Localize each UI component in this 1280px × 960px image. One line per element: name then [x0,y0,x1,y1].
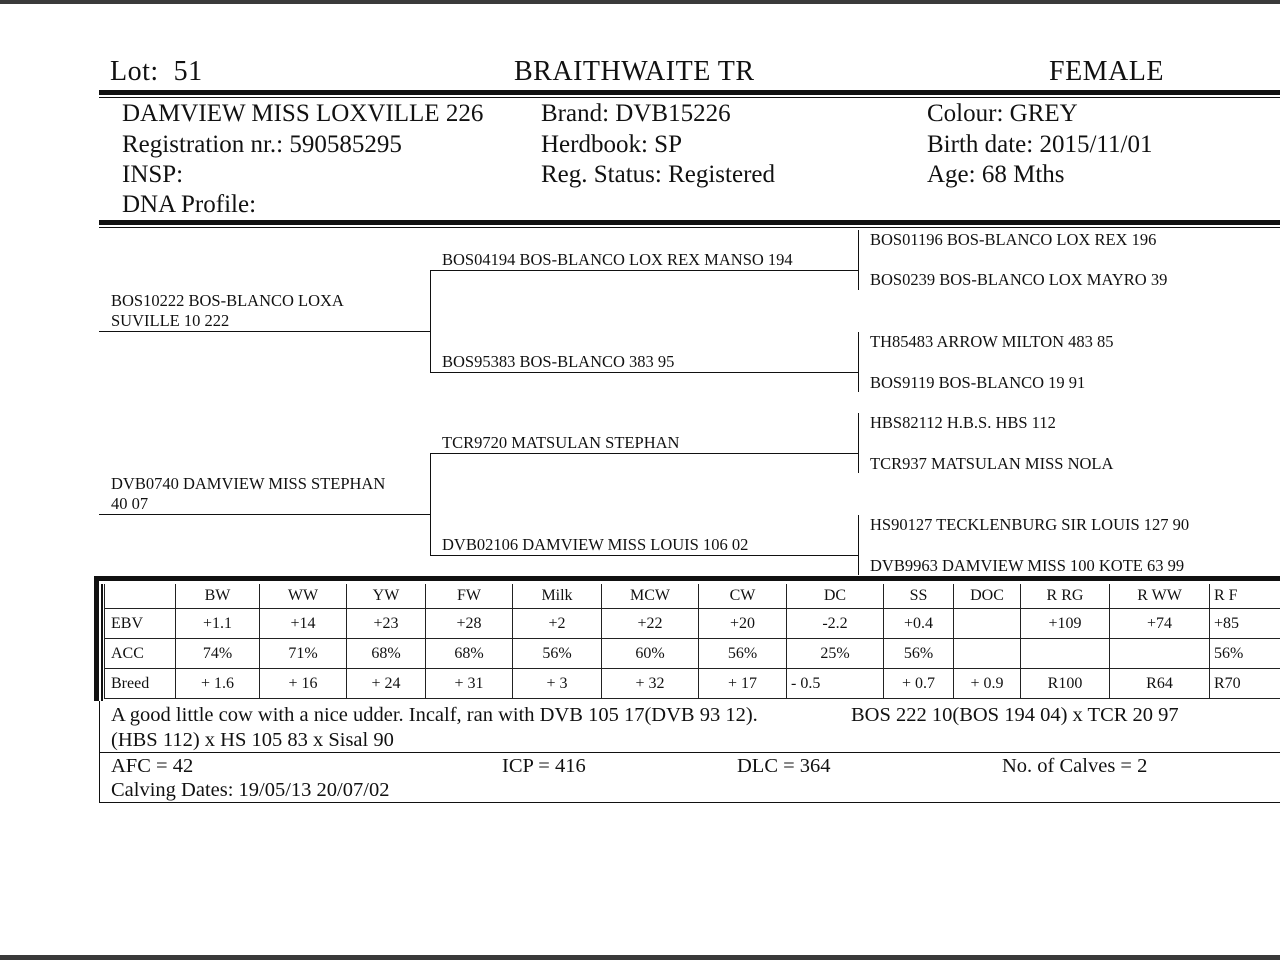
herdbook: Herdbook: SP [541,131,682,158]
great-grandparent: TCR937 MATSULAN MISS NOLA [870,454,1114,473]
table-cell: + 31 [426,669,513,699]
gp-connector [858,230,859,290]
header-cell: YW [347,584,426,609]
sire-line1: BOS10222 BOS-BLANCO LOXA [111,291,344,310]
owner-name: BRAITHWAITE TR [514,56,755,87]
header-cell: R RG [1021,584,1110,609]
table-cell: + 24 [347,669,426,699]
table-cell [1110,639,1210,669]
grandparent-line [430,453,858,454]
table-cell: 68% [426,639,513,669]
great-grandparent: DVB9963 DAMVIEW MISS 100 KOTE 63 99 [870,556,1185,575]
pedigree-sire [111,291,344,331]
comment-line1a: A good little cow with a nice udder. Incalf, ran with DVB 105 17(DVB 93 12). [111,704,758,726]
dam-line1: DVB0740 DAMVIEW MISS STEPHAN [111,474,386,493]
comments-bottom-rule [99,802,1280,803]
sire-line [99,331,430,332]
table-cell: 56% [1210,639,1280,669]
header-cell: R WW [1110,584,1210,609]
table-cell: 56% [699,639,787,669]
dam-line2: 40 07 [111,494,149,513]
header-cell: MCW [602,584,699,609]
table-cell: +20 [699,609,787,639]
table-cell [1021,639,1110,669]
bottom-border [0,955,1280,960]
table-cell: + 17 [699,669,787,699]
header-cell [105,584,176,609]
grandparent-line [430,270,858,271]
grandparent-line [430,372,858,373]
pedigree-rule [99,220,1280,225]
great-grandparent: TH85483 ARROW MILTON 483 85 [870,332,1114,351]
great-grandparent: BOS01196 BOS-BLANCO LOX REX 196 [870,230,1157,249]
table-cell: + 1.6 [176,669,260,699]
table-cell: R100 [1021,669,1110,699]
header-cell: Milk [513,584,602,609]
header-cell: R F [1210,584,1280,609]
insp-label: INSP: [122,161,184,188]
age: Age: 68 Mths [927,161,1065,188]
header-cell: CW [699,584,787,609]
header-cell: DOC [954,584,1021,609]
header-cell: DC [787,584,884,609]
table-cell: -2.2 [787,609,884,639]
dlc: DLC = 364 [737,755,831,777]
top-border [0,0,1280,4]
dam-line [99,514,430,515]
grandparent: BOS95383 BOS-BLANCO 383 95 [442,352,675,371]
breed-row [105,669,1280,699]
great-grandparent: HBS82112 H.B.S. HBS 112 [870,413,1056,432]
great-grandparent: BOS9119 BOS-BLANCO 19 91 [870,373,1086,392]
sire-line2: SUVILLE 10 222 [111,311,230,330]
table-cell: +85 [1210,609,1280,639]
comment-line1b: BOS 222 10(BOS 194 04) x TCR 20 97 [851,704,1179,726]
ebv-header-row [105,584,1280,609]
afc: AFC = 42 [111,755,194,777]
table-cell: 56% [513,639,602,669]
pedigree-rule-thin [99,227,1280,228]
ebv-row [105,609,1280,639]
table-cell: +0.4 [884,609,954,639]
table-cell: +14 [260,609,347,639]
comments-divider [99,752,1280,753]
colour: Colour: GREY [927,100,1078,127]
ebv-top-rule [94,576,1280,581]
acc-row [105,639,1280,669]
table-cell: +23 [347,609,426,639]
gp-connector [858,332,859,392]
table-cell: +22 [602,609,699,639]
row-label: ACC [105,639,176,669]
reg-status: Reg. Status: Registered [541,161,775,188]
table-cell: +109 [1021,609,1110,639]
grandparent: TCR9720 MATSULAN STEPHAN [442,433,680,452]
calving-dates: Calving Dates: 19/05/13 20/07/02 [111,779,390,801]
header-cell: FW [426,584,513,609]
table-cell: + 16 [260,669,347,699]
table-cell: + 3 [513,669,602,699]
header-cell: WW [260,584,347,609]
ebv-left-rule-inner [101,584,103,701]
lot-label-text: Lot: [110,56,159,87]
great-grandparent: BOS0239 BOS-BLANCO LOX MAYRO 39 [870,270,1168,289]
table-cell: R64 [1110,669,1210,699]
row-label: EBV [105,609,176,639]
registration-number: Registration nr.: 590585295 [122,131,402,158]
grandparent-line [430,555,858,556]
table-cell: +74 [1110,609,1210,639]
table-cell: 71% [260,639,347,669]
table-cell [954,639,1021,669]
table-cell: +28 [426,609,513,639]
icp: ICP = 416 [502,755,586,777]
pedigree-dam [111,474,385,514]
ebv-left-rule [94,576,99,701]
table-cell: + 0.9 [954,669,1021,699]
table-cell: +1.1 [176,609,260,639]
table-cell [954,609,1021,639]
grandparent: DVB02106 DAMVIEW MISS LOUIS 106 02 [442,535,749,554]
animal-name: DAMVIEW MISS LOXVILLE 226 [122,100,484,127]
table-cell: 56% [884,639,954,669]
header-rule [99,90,1280,95]
dam-connector [430,453,431,556]
table-cell: + 0.7 [884,669,954,699]
table-cell: 60% [602,639,699,669]
sex-label: FEMALE [1049,56,1164,87]
table-cell: + 32 [602,669,699,699]
gp-connector [858,413,859,473]
brand: Brand: DVB15226 [541,100,731,127]
header-rule-thin [99,97,1280,98]
header-cell: BW [176,584,260,609]
table-cell: - 0.5 [787,669,884,699]
comment-line2: (HBS 112) x HS 105 83 x Sisal 90 [111,729,394,751]
birth-date: Birth date: 2015/11/01 [927,131,1153,158]
header-cell: SS [884,584,954,609]
table-cell: 74% [176,639,260,669]
ebv-table [104,584,1280,699]
table-cell: +2 [513,609,602,639]
row-label: Breed [105,669,176,699]
grandparent: BOS04194 BOS-BLANCO LOX REX MANSO 194 [442,250,793,269]
gp-connector [858,515,859,575]
lot-number: 51 [173,56,203,87]
table-cell: 68% [347,639,426,669]
dna-profile-label: DNA Profile: [122,191,257,218]
lot-label [110,56,203,88]
table-cell: 25% [787,639,884,669]
sire-connector [430,270,431,373]
table-cell: R70 [1210,669,1280,699]
calf-count: No. of Calves = 2 [1002,755,1148,777]
great-grandparent: HS90127 TECKLENBURG SIR LOUIS 127 90 [870,515,1190,534]
